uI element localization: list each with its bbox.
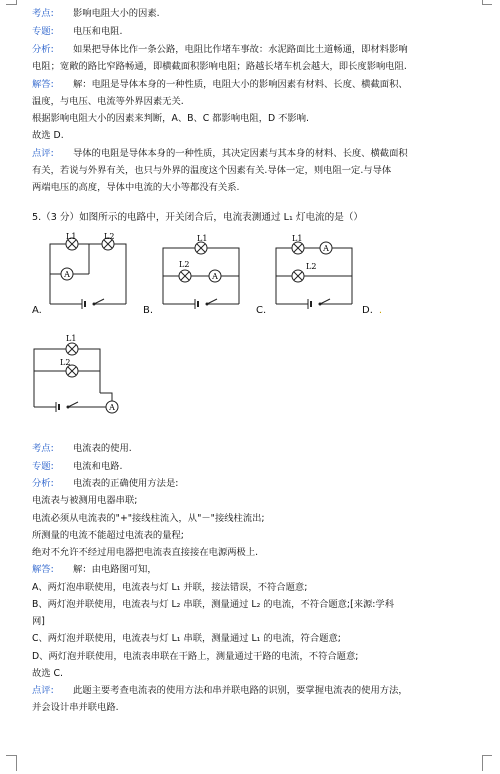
lamp-l2-c — [292, 270, 304, 282]
svg-text:A: A — [212, 272, 218, 281]
fenxi-line-1: 如果把导体比作一条公路，电阻比作堵车事故：水泥路面比土道畅通，即材料影响 — [72, 44, 408, 55]
option-d-label — [362, 305, 382, 316]
analysis-b-source: [来源:学科 — [350, 599, 395, 610]
jieda-label-2: 解答: — [32, 564, 54, 575]
dianping-line-1: 导体的电阻是导体本身的一种性质，其决定因素与其本身的材料、长度、横截面积 — [72, 148, 408, 159]
crop-mark-top-right-h — [482, 4, 492, 5]
fenxi-text-2: 电流表的正确使用方法是: — [72, 478, 179, 489]
rule-1: 电流表与被测用电器串联; — [32, 495, 138, 506]
jieda-row-2 — [32, 564, 474, 576]
rule-2: 电流必须从电流表的"+"接线柱流入，从"－"接线柱流出; — [32, 513, 265, 524]
fenxi-label: 分析: — [32, 44, 54, 55]
dianping-line-2-2: 并会设计串并联电路. — [32, 702, 119, 713]
label-l2-c: L2 — [306, 262, 317, 271]
fenxi-label-2: 分析: — [32, 478, 54, 489]
circuit-d — [28, 325, 128, 420]
option-b-label: B. — [143, 305, 154, 316]
zhuanti-label: 专题: — [32, 26, 54, 37]
dianping-label: 点评: — [32, 148, 54, 159]
crop-mark-top-left-h — [6, 4, 16, 5]
option-d-letter: D. — [362, 305, 373, 316]
zhuanti-text: 电压和电阻. — [72, 26, 123, 37]
option-c-label: C. — [256, 305, 267, 316]
jieda-text-2: 解：由电路图可知， — [72, 564, 157, 575]
option-a-label: A. — [32, 305, 42, 316]
kaodian-text: 影响电阻大小的因素. — [72, 8, 160, 19]
jieda-line-3: 根据影响电阻大小的因素来判断，A、B、C 都影响电阻，D 不影响. — [32, 113, 309, 124]
dianping-line-2: 有关，若说与外界有关，也只与外界的温度这个因素有关.导体一定，则电阻一定.与导体 — [32, 165, 392, 176]
analysis-b-line-1: B、两灯泡并联使用，电流表与灯 L₂ 串联，测量通过 L₂ 的电流，不符合题意; — [32, 599, 351, 610]
jieda-label: 解答: — [32, 79, 54, 90]
zhuanti-text-2: 电流和电路. — [72, 461, 123, 472]
answer-2: 故选 C. — [32, 668, 63, 679]
zhuanti-row-1 — [32, 26, 474, 38]
lamp-l1-c — [292, 242, 304, 254]
crop-mark-bottom-left-h — [6, 755, 16, 756]
circuit-c — [268, 232, 358, 312]
label-l1-d: L1 — [66, 334, 77, 343]
label-l2-b: L2 — [179, 260, 190, 269]
option-d-dot: . — [378, 305, 383, 316]
dianping-line-1-2: 此题主要考查电流表的使用方法和串并联电路的识别，要掌握电流表的使用方法， — [72, 685, 408, 696]
crop-mark-bottom-left-v — [16, 755, 17, 771]
ammeter-a — [61, 268, 73, 280]
fenxi-row-2 — [32, 478, 474, 490]
crop-mark-top-right-v — [482, 0, 483, 5]
svg-text:A: A — [64, 270, 70, 279]
jieda-line-1: 解：电阻是导体本身的一种性质，电阻大小的影响因素有材料、长度、横截面积、 — [72, 79, 408, 90]
fenxi-line-2: 电阻；宽敞的路比窄路畅通，即横截面积影响电阻；路越长堵车机会越大，即长度影响电阻. — [32, 61, 407, 72]
analysis-b-row — [32, 599, 474, 611]
circuit-a — [42, 232, 132, 312]
kaodian-label: 考点: — [32, 8, 54, 19]
jieda-line-2: 温度，与电压、电流等外界因素无关. — [32, 96, 184, 107]
svg-text:A: A — [323, 244, 329, 253]
question-stem: 5.（3 分）如图所示的电路中，开关闭合后，电流表测通过 L₁ 灯电流的是（） — [32, 212, 364, 223]
answer-1: 故选 D. — [32, 130, 64, 141]
rule-4: 绝对不允许不经过用电器把电流表直接接在电源两极上. — [32, 547, 259, 558]
svg-text:A: A — [109, 403, 115, 412]
crop-mark-bottom-right-h — [482, 755, 492, 756]
label-l2-a: L2 — [104, 232, 115, 241]
kaodian-label-2: 考点: — [32, 443, 54, 454]
analysis-c: C、两灯泡并联使用，电流表与灯 L₁ 串联，测量通过 L₁ 的电流，符合题意; — [32, 633, 341, 644]
crop-mark-top-left-v — [16, 0, 17, 5]
crop-mark-bottom-right-v — [482, 755, 483, 771]
fenxi-row-1 — [32, 44, 474, 56]
label-l1-b: L1 — [197, 234, 208, 243]
lamp-l2-b — [179, 270, 191, 282]
kaodian-row-1 — [32, 8, 474, 20]
label-l1-c: L1 — [292, 234, 303, 243]
zhuanti-label-2: 专题: — [32, 461, 54, 472]
label-l2-d: L2 — [60, 358, 71, 367]
ammeter-d — [106, 401, 118, 413]
kaodian-row-2 — [32, 443, 474, 455]
ammeter-c — [320, 242, 332, 254]
dianping-row-2 — [32, 685, 474, 697]
kaodian-text-2: 电流表的使用. — [72, 443, 132, 454]
dianping-line-3: 两端电压的高度，导体中电流的大小等都没有关系. — [32, 182, 240, 193]
jieda-row-1 — [32, 79, 474, 91]
analysis-b-line-2: 网] — [32, 616, 45, 627]
rule-3: 所测量的电流不能超过电流表的量程; — [32, 530, 184, 541]
lamp-l1-b — [195, 242, 207, 254]
analysis-d: D、两灯泡并联使用，电流表串联在干路上，测量通过干路的电流，不符合题意; — [32, 651, 359, 662]
dianping-label-2: 点评: — [32, 685, 54, 696]
ammeter-b — [209, 270, 221, 282]
zhuanti-row-2 — [32, 461, 474, 473]
analysis-a: A、两灯泡串联使用，电流表与灯 L₁ 并联，接法错误，不符合题意; — [32, 582, 308, 593]
lamp-l1-d — [66, 343, 78, 355]
label-l1-a: L1 — [66, 232, 77, 241]
dianping-row-1 — [32, 148, 474, 160]
circuit-b — [155, 232, 245, 312]
